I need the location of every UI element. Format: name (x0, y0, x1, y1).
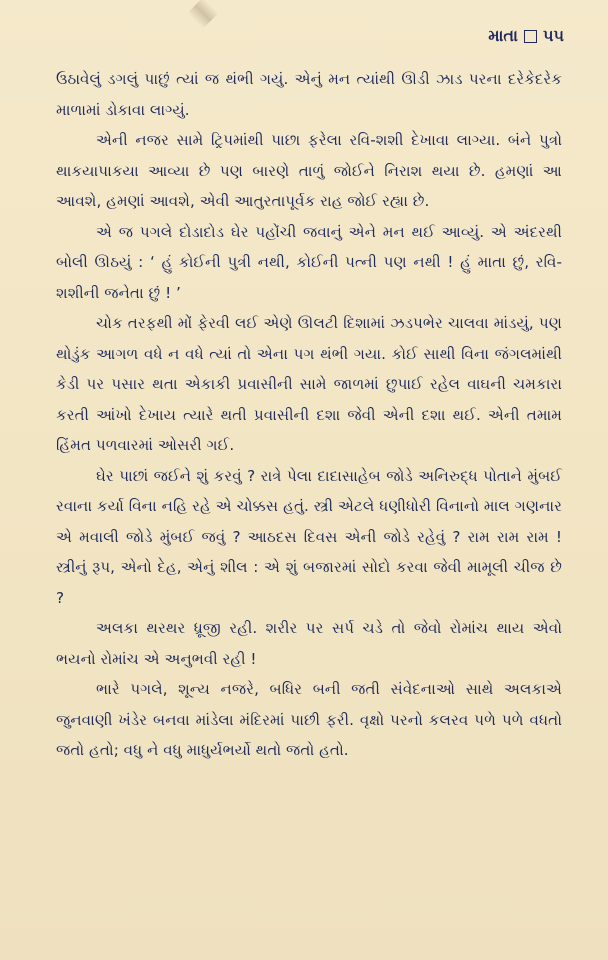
paragraph-2: એની નજર સામે ટ્રિપમાંથી પાછા ફરેલા રવિ-શશી દેખાવા લાગ્યા. બંને પુત્રો થાકયાપાકયા આવ્યા છે પણ બારણે તાળું જોઈને નિરાશ થયા છે. હમણાં આ આવશે, હમણાં આવશે, એવી આતુરતાપૂર્વક રાહ જોઈ રહ્યા છે. (56, 131, 562, 210)
running-title: માતા (488, 26, 518, 45)
page-number: ૫૫ (542, 26, 564, 45)
running-header (488, 26, 564, 46)
paragraph-3: એ જ પગલે દોડાદોડ ઘેર પહોંચી જવાનું એને મન થઈ આવ્યું. એ અંદરથી બોલી ઊઠયું : ‘ હું કોઈની પુત્રી નથી, કોઈની પત્ની પણ નથી ! હું માતા છું, રવિ-શશીની જનેતા છું ! ’ (56, 222, 562, 302)
body-text (56, 64, 562, 766)
paragraph-4: ચોક તરફથી મોં ફેરવી લઈ એણે ઊલટી દિશામાં ઝડપભેર ચાલવા માંડયું, પણ થોડુંક આગળ વધે ન વધે ત્યાં તો એના પગ થંભી ગયા. કોઈ સાથી વિના જંગલમાંથી કેડી પર પસાર થતા એકાકી પ્રવાસીની સામે જાળમાં છુપાઈ રહેલ વાઘની ચમકારા કરતી આંખો દેખાય ત્યારે થતી પ્રવાસીની દશા જેવી એની દશા થઈ. એની તમામ હિંમત પળવારમાં ઓસરી ગઈ. (56, 314, 562, 454)
paragraph-1: ઉઠાવેલું ડગલું પાછું ત્યાં જ થંભી ગયું. એનું મન ત્યાંથી ઊડી ઝાડ પરના દરેકેદરેક માળામાં ડોકાવા લાગ્યું. (56, 70, 562, 119)
paper-mark (187, 0, 218, 29)
paragraph-7: ભારે પગલે, શૂન્ય નજરે, બધિર બની જતી સંવેદનાઓ સાથે અલકાએ જુનવાણી ખંડેર બનવા માંડેલા મંદિરમાં પાછી ફરી. વૃક્ષો પરનો કલરવ પળે પળે વધતો જતો હતો; વધુ ને વધુ માધુર્યભર્યો થતો જતો હતો. (56, 680, 562, 759)
paragraph-5: ઘેર પાછાં જઈને શું કરવું ? રાત્રે પેલા દાદાસાહેબ જોડે અનિરુદ્ધ પોતાને મુંબઈ રવાના કર્યા વિના નહિ રહે એ ચોક્કસ હતું. સ્ત્રી એટલે ધણીધોરી વિનાનો માલ ગણનાર એ મવાલી જોડે મુંબઈ જવું ? આઠદસ દિવસ એની જોડે રહેવું ? રામ રામ રામ ! સ્ત્રીનું રૂપ, એનો દેહ, એનું શીલ : એ શું બજારમાં સોદો કરવા જેવી મામૂલી ચીજ છે ? (56, 466, 562, 607)
paragraph-6: અલકા થરથર ધ્રૂજી રહી. શરીર પર સર્પ ચડે તો જેવો રોમાંચ થાય એવો ભયનો રોમાંચ એ અનુભવી રહી ! (56, 619, 562, 668)
separator-box-icon (524, 30, 537, 43)
